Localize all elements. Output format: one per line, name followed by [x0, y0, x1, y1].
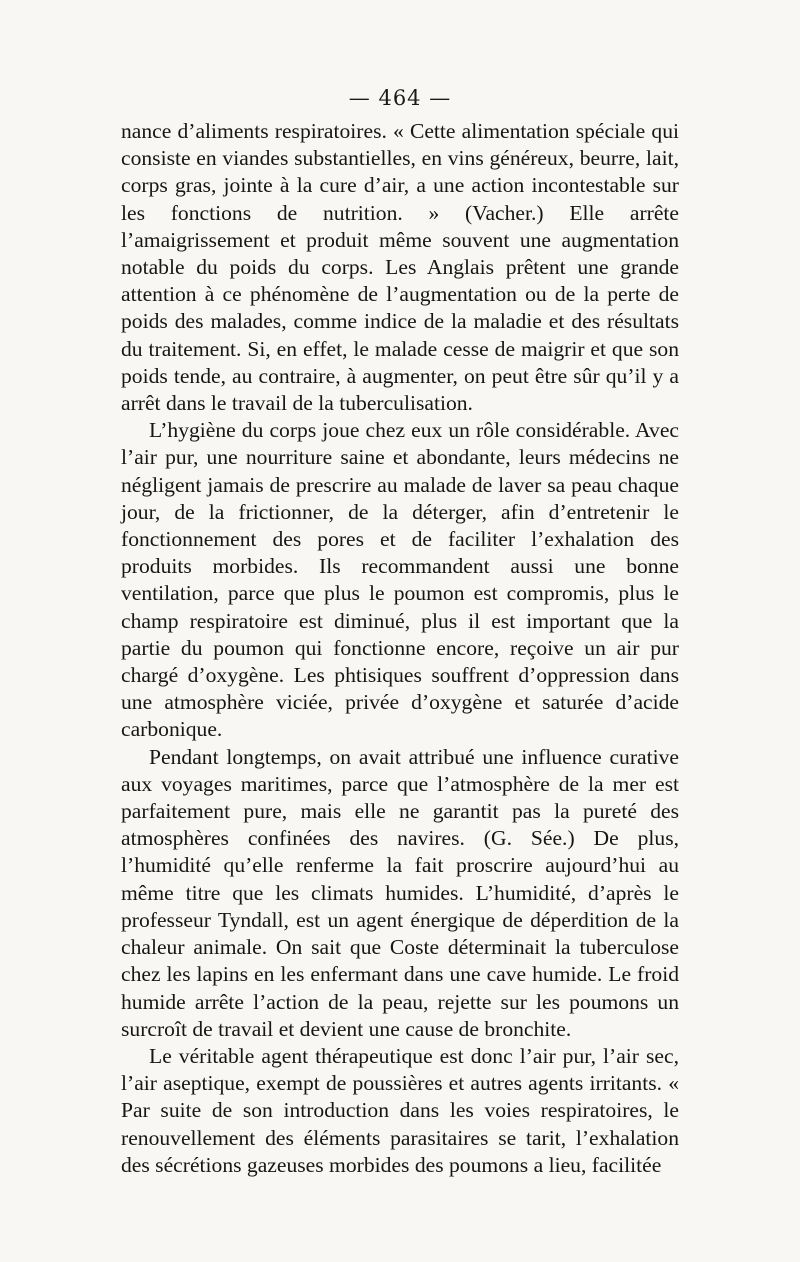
page-number: — 464 — — [348, 86, 452, 110]
paragraph: Pendant longtemps, on avait attribué une influence curative aux voyages maritimes, parce que l’atmosphère de la mer est parfaitement pure, mais elle ne garantit pas la pureté des atmosphères confinées des navires. (G. Sée.) De plus, l’humidité qu’elle renferme la fait proscrire aujourd’hui au même titre que les climats humides. L’humidité, d’après le professeur Tyndall, est un agent énergique de déperdition de la chaleur animale. On sait que Coste déterminait la tuberculose chez les lapins en les enfermant dans une cave humide. Le froid humide arrête l’action de la peau, rejette sur les poumons un surcroît de travail et devient une cause de bronchite. — [121, 744, 679, 1041]
paragraph: nance d’aliments respiratoires. « Cette alimentation spéciale qui consiste en viandes substantielles, en vins généreux, beurre, lait, corps gras, jointe à la cure d’air, a une action incontestable sur les fonctions de nutrition. » (Vacher.) Elle arrête l’amaigrissement et produit même souvent une augmentation notable du poids du corps. Les Anglais prêtent une grande attention à ce phénomène de l’augmentation ou de la perte de poids des malades, comme indice de la maladie et des résultats du traitement. Si, en effet, le malade cesse de maigrir et que son poids tende, au contraire, à augmenter, on peut être sûr qu’il y a arrêt dans le travail de la tuberculisation. — [121, 119, 679, 416]
body-text — [121, 118, 679, 1179]
paragraph: Le véritable agent thérapeutique est donc l’air pur, l’air sec, l’air aseptique, exempt de poussières et autres agents irritants. « Par suite de son introduction dans les voies respiratoires, le renouvellement des éléments parasitaires se tarit, l’exhalation des sécrétions gazeuses morbides des poumons a lieu, facilitée — [121, 1043, 679, 1177]
paragraph: L’hygiène du corps joue chez eux un rôle considérable. Avec l’air pur, une nourriture saine et abondante, leurs médecins ne négligent jamais de prescrire au malade de laver sa peau chaque jour, de la frictionner, de la déterger, afin d’entretenir le fonctionnement des pores et de faciliter l’exhalation des produits morbides. Ils recommandent aussi une bonne ventilation, parce que plus le poumon est compromis, plus le champ respiratoire est diminué, plus il est important que la partie du poumon qui fonctionne encore, reçoive un air pur chargé d’oxygène. Les phtisiques souffrent d’oppression dans une atmosphère viciée, privée d’oxygène et saturée d’acide carbonique. — [121, 418, 679, 742]
